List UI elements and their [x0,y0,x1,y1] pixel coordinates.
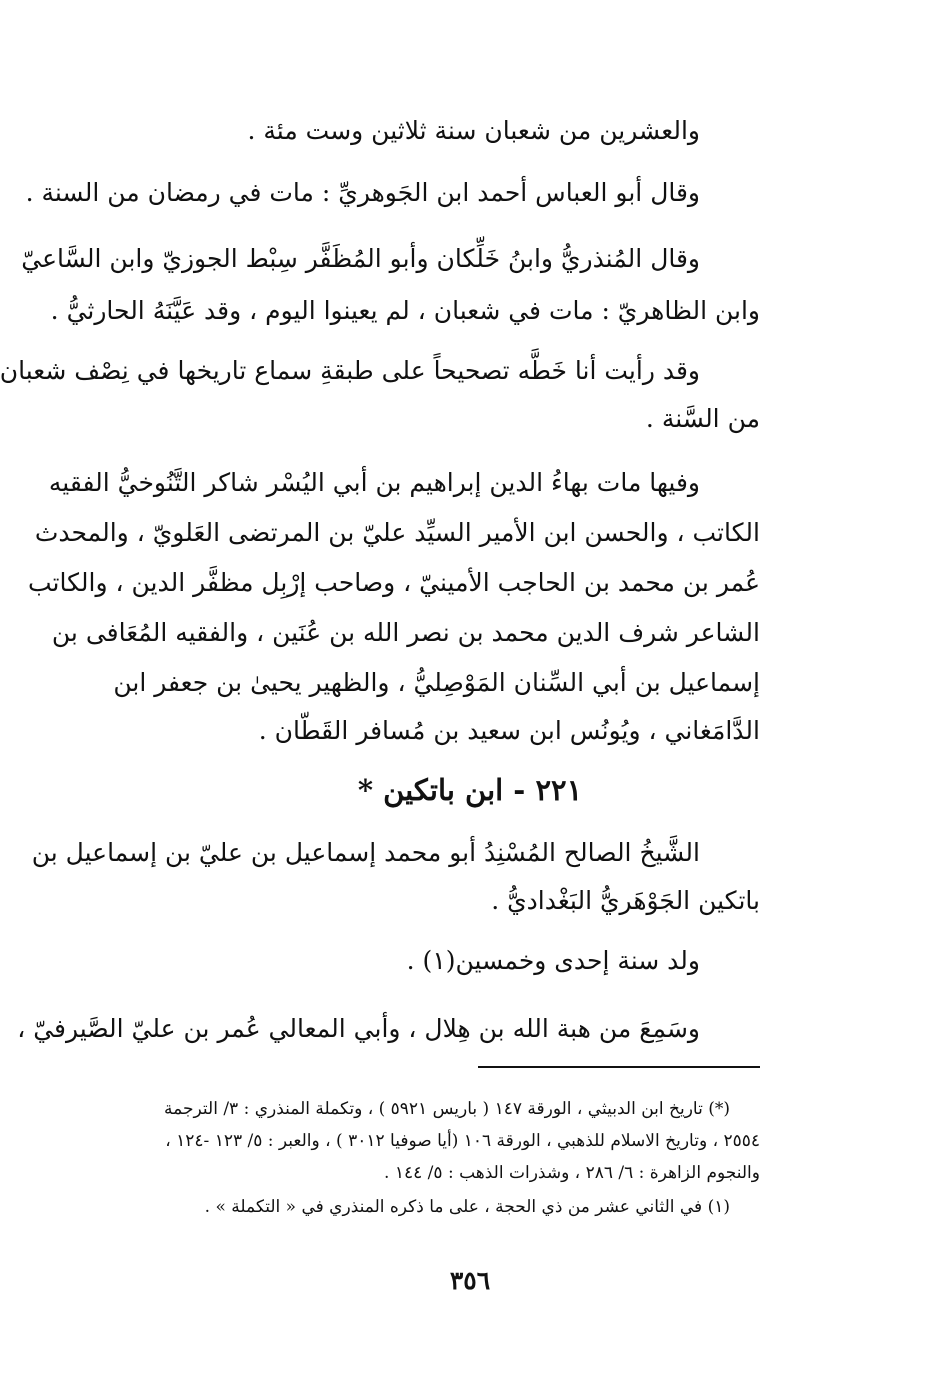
footnote-line: (١) في الثاني عشر من ذي الحجة ، على ما ذكره المنذري في « التكملة » . [204,1197,730,1217]
text-line: وفيها مات بهاءُ الدين إبراهيم بن أبي اليُسْر شاكر التَّنُوخيُّ الفقيه [48,468,700,497]
text-line: وابن الظاهريّ : مات في شعبان ، لم يعينوا اليوم ، وقد عَيَّنَهُ الحارثيُّ . [50,296,760,325]
text-line: وقد رأيت أنا خَطَّه تصحيحاً على طبقةِ سماع تاريخها في نِصْف شعبان [0,356,700,385]
page-number: ٣٥٦ [449,1266,491,1295]
text-line: عُمر بن محمد بن الحاجب الأمينيّ ، وصاحب إرْبِل مظفَّر الدين ، والكاتب [28,568,760,597]
text-line: إسماعيل بن أبي السِّنان المَوْصِليُّ ، والظهير يحيىٰ بن جعفر ابن [113,668,760,697]
text-line: الشَّيخُ الصالح المُسْنِدُ أبو محمد إسماعيل بن عليّ بن إسماعيل بن [31,838,700,867]
text-line: من السَّنة . [645,404,760,433]
text-line: وسَمِعَ من هبة الله بن هِلال ، وأبي المعالي عُمر بن عليّ الصَّيرفيّ ، [17,1014,700,1043]
text-line: الشاعر شرف الدين محمد بن نصر الله بن عُنَين ، والفقيه المُعَافى بن [51,618,760,647]
entry-title: ٢٢١ - ابن باتكين * [357,773,583,807]
text-line: الدَّامَغاني ، ويُونُس ابن سعيد بن مُسافر القَطّان . [258,716,760,745]
text-line: وقال أبو العباس أحمد ابن الجَوهريِّ : مات في رمضان من السنة . [25,178,700,207]
footnote-line: ٢٥٥٤ ، وتاريخ الاسلام للذهبي ، الورقة ١٠٦ (أيا صوفيا ٣٠١٢ ) ، والعبر : ٥/ ١٢٣ -١٢٤ ، [165,1131,760,1151]
footnote-divider [478,1066,760,1068]
text-line: وقال المُنذريُّ وابنُ خَلِّكان وأبو المُظَفَّر سِبْط الجوزيّ وابن السَّاعيّ [21,244,700,273]
text-line: باتكين الجَوْهَريُّ البَغْداديُّ . [491,886,760,915]
footnote-line: (*) تاريخ ابن الدبيثي ، الورقة ١٤٧ ( باريس ٥٩٢١ ) ، وتكملة المنذري : ٣/ الترجمة [164,1099,730,1119]
text-line: والعشرين من شعبان سنة ثلاثين وست مئة . [247,116,700,145]
text-line: ولد سنة إحدى وخمسين(١) . [406,946,700,975]
text-line: الكاتب ، والحسن ابن الأمير السيِّد عليّ بن المرتضى العَلويّ ، والمحدث [34,518,760,547]
footnote-line: والنجوم الزاهرة : ٦/ ٢٨٦ ، وشذرات الذهب : ٥/ ١٤٤ . [384,1163,760,1183]
